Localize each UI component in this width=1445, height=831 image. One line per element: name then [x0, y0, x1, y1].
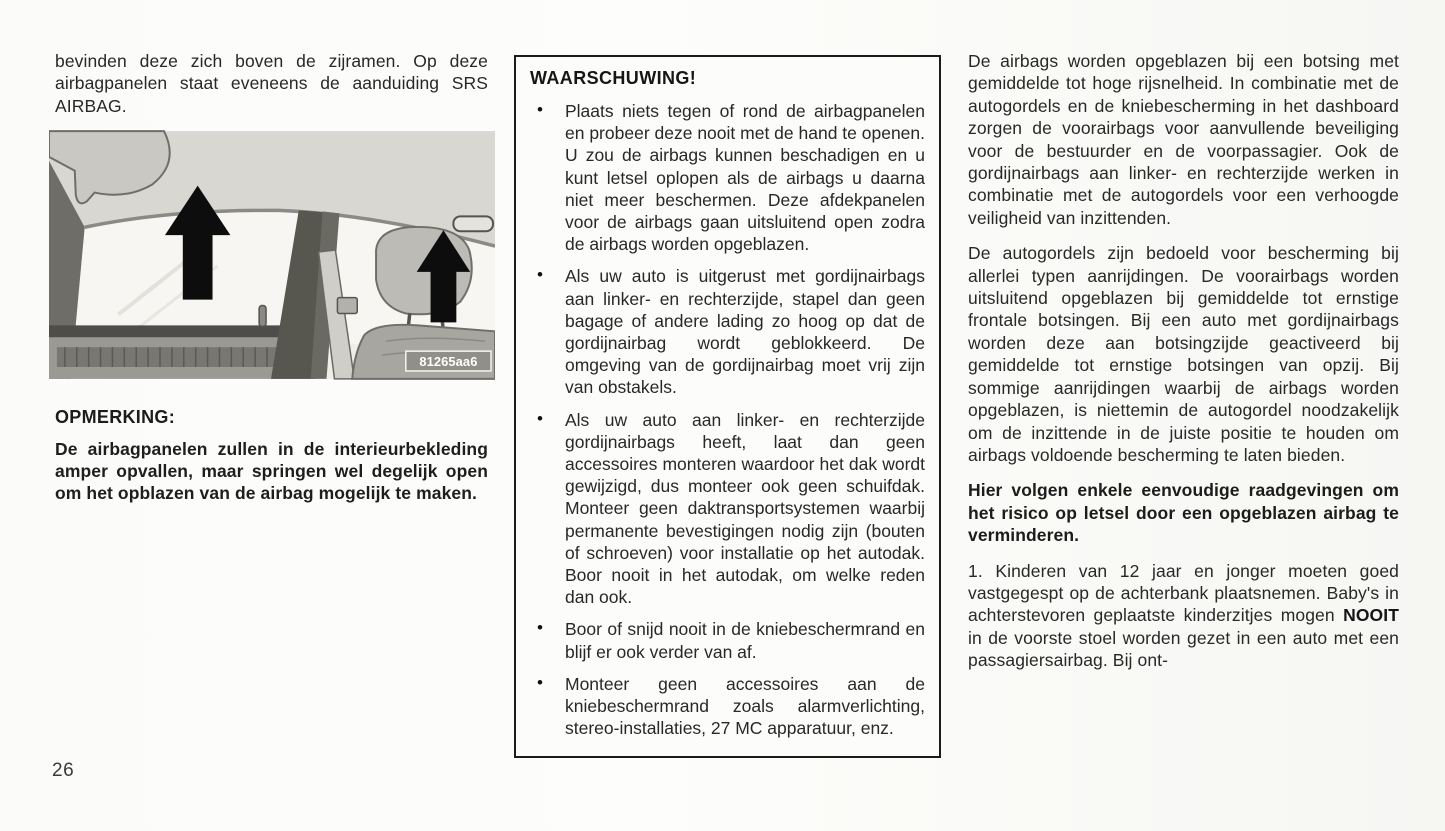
seatbelt-buckle: [337, 298, 357, 314]
advice-item-1: [968, 560, 1399, 672]
airbag-location-figure: [49, 130, 495, 380]
warning-heading: WAARSCHUWING!: [530, 68, 697, 88]
warning-item-text: Plaats niets tegen of rond de airbagpanelen en probeer deze nooit met de hand te openen. U zou de airbags kunnen beschadigen en u kunt letsel oplopen als de airbags u daarna niet meer beschermen. Deze afdekpanelen voor de airbags gaan uitsluitend open zodra de airbags worden opgeblazen.: [565, 101, 925, 255]
door-lock-knob: [259, 306, 266, 327]
note-heading: OPMERKING:: [55, 407, 175, 428]
bullet-icon: •: [537, 672, 543, 692]
page-number: 26: [52, 760, 75, 781]
warning-item: [528, 673, 925, 740]
warning-box: [514, 55, 941, 758]
warning-item-text: Boor of snijd nooit in de kniebeschermrand en blijf er ook verder van af.: [565, 619, 925, 662]
advice-item-1-bold: NOOIT: [1343, 605, 1399, 626]
bullet-icon: •: [537, 265, 543, 285]
warning-item: [528, 409, 925, 609]
airbag-location-illustration: [49, 130, 495, 380]
note-body: De airbagpanelen zullen in de interieurbekleding amper opvallen, maar springen wel degelijk open om het opblazen van de airbag mogelijk te maken.: [55, 438, 488, 504]
warning-list: [528, 100, 925, 739]
advice-heading: Hier volgen enkele eenvoudige raadgevingen om het risico op letsel door een opgeblazen airbag te verminderen.: [968, 480, 1399, 546]
grab-handle: [453, 217, 493, 232]
door-armrest: [57, 347, 289, 367]
note-block: [55, 406, 488, 505]
left-column: [55, 50, 488, 505]
warning-item: [528, 100, 925, 255]
bullet-icon: •: [537, 408, 543, 428]
warning-item: [528, 265, 925, 398]
body-paragraph: De autogordels zijn bedoeld voor bescherming bij allerlei typen aanrijdingen. De voorairbags worden uitsluitend opgeblazen bij gemiddelde tot ernstige frontale botsingen. Bij een auto met gordijnairbags worden deze aan botsingzijde geactiveerd bij gemiddelde tot ernstige botsingen van opzij. Bij sommige aanrijdingen waarbij de airbags worden opgeblazen, is niettemin de autogordel noodzakelijk om de inzittende in de juiste positie te houden om airbags voldoende bescherming te laten bieden.: [968, 243, 1399, 465]
intro-paragraph: bevinden deze zich boven de zijramen. Op deze airbagpanelen staat eveneens de aanduiding SRS AIRBAG.: [55, 51, 488, 116]
right-column: [968, 50, 1399, 672]
warning-item-text: Monteer geen accessoires aan de kniebeschermrand zoals alarmverlichting, stereo-installaties, 27 MC apparatuur, enz.: [565, 673, 925, 739]
bullet-icon: •: [537, 100, 543, 119]
warning-item: [528, 618, 925, 662]
advice-item-1-suffix: in de voorste stoel worden gezet in een auto met een passagiersairbag. Bij ont-: [968, 627, 1399, 671]
bullet-icon: •: [537, 618, 543, 638]
warning-item-text: Als uw auto is uitgerust met gordijnairbags aan linker- en rechterzijde, stapel dan geen bagage of andere lading zo hoog op dat de gordijnairbag wordt geblokkeerd. De omgeving van de gordijnairbag moet vrij zijn van obstakels.: [565, 266, 925, 398]
figure-code-label: 81265aa6: [419, 354, 478, 370]
body-paragraph: De airbags worden opgeblazen bij een botsing met gemiddelde tot hoge rijsnelheid. In combinatie met de autogordels en de kniebescherming in het dashboard zorgen de voorairbags voor aanvullende beveiliging voor de bestuurder en de voorpassagier. Ook de gordijnairbags aan linker- en rechterzijde werken in combinatie met de autogordels voor een verhoogde veiligheid van inzittenden.: [968, 51, 1399, 228]
warning-item-text: Als uw auto aan linker- en rechterzijde gordijnairbags heeft, laat dan geen accessoires monteren waardoor het dak wordt gewijzigd, dus monteer ook geen schuifdak. Monteer geen daktransportsystemen waarbij permanente bevestigingen nodig zijn (bouten of schroeven) voor installatie op het autodak. Boor nooit in het autodak, om welke reden dan ook.: [565, 409, 925, 608]
advice-item-1-prefix: 1. Kinderen van 12 jaar en jonger moeten goed vastgegespt op de achterbank plaatsnemen. Baby's in achterstevoren geplaatste kinderzitjes mogen: [968, 560, 1399, 626]
